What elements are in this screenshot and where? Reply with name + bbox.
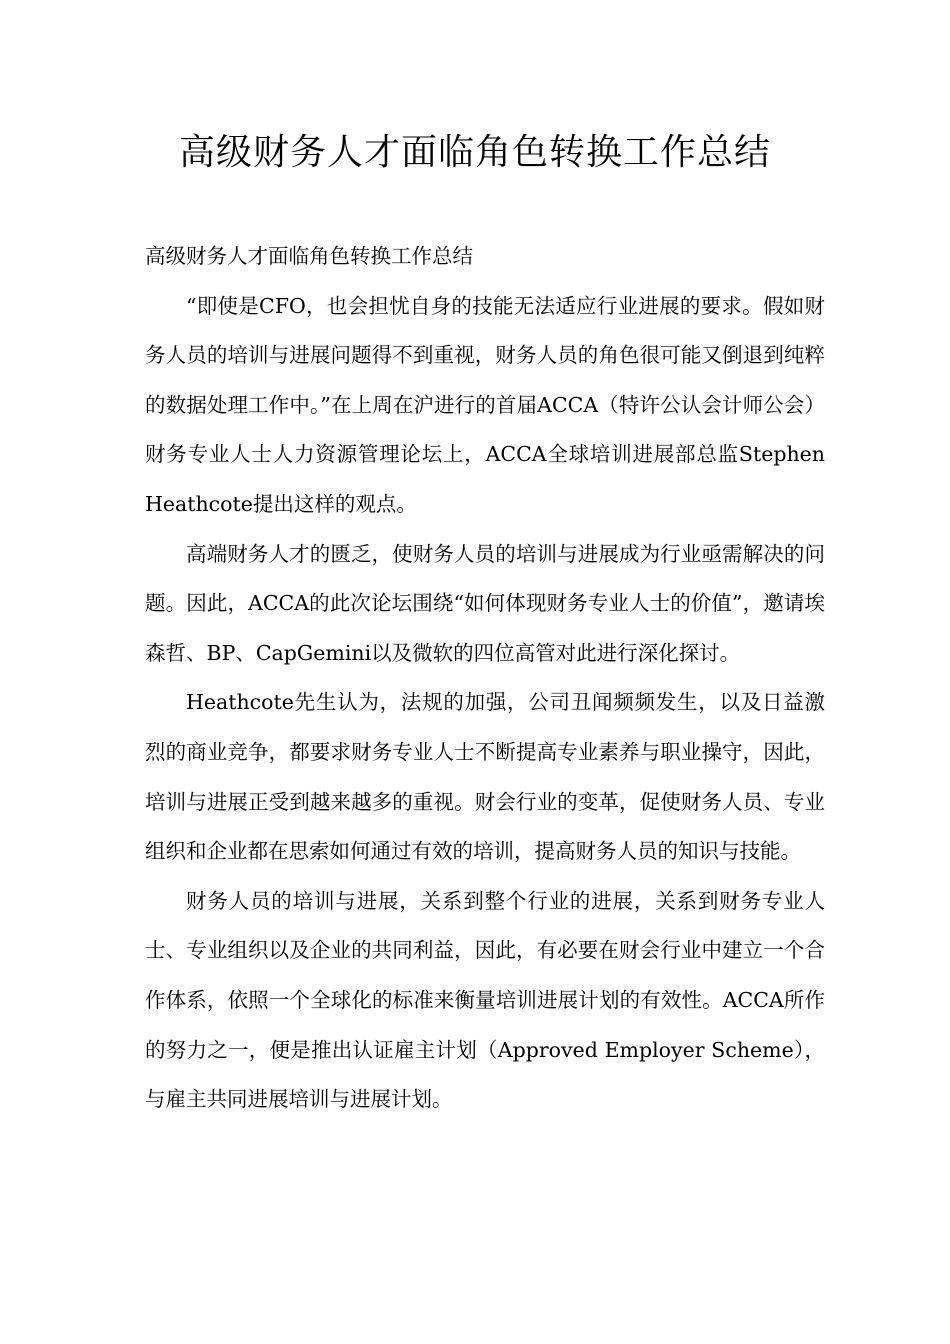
- document-title: 高级财务人才面临角色转换工作总结: [178, 132, 771, 173]
- paragraph: Heathcote先生认为，法规的加强，公司丑闻频频发生，以及日益激烈的商业竞争，都要求财务专业人士不断提高专业素养与职业操守，因此，培训与进展正受到越来越多的重视。财会行业的变革，促使财务人员、专业组织和企业都在思索如何通过有效的培训，提高财务人员的知识与技能。: [145, 690, 825, 864]
- paragraph: 财务人员的培训与进展，关系到整个行业的进展，关系到财务专业人士、专业组织以及企业的共同利益，因此，有必要在财会行业中建立一个合作体系，依照一个全球化的标准来衡量培训进展计划的有效性。ACCA所作的努力之一，便是推出认证雇主计划（Approved Employer Scheme），与雇主共同进展培训与进展计划。: [145, 888, 825, 1112]
- paragraph: “即使是CFO，也会担忧自身的技能无法适应行业进展的要求。假如财务人员的培训与进展问题得不到重视，财务人员的角色很可能又倒退到纯粹的数据处理工作中。”在上周在沪进行的首届ACCA（特许公认会计师公会）财务专业人士人力资源管理论坛上，ACCA全球培训进展部总监Stephen Heathcote提出这样的观点。: [145, 293, 825, 516]
- document-body: [145, 232, 825, 1125]
- paragraph: 高端财务人才的匮乏，使财务人员的培训与进展成为行业亟需解决的问题。因此，ACCA的此次论坛围绕“如何体现财务专业人士的价值”，邀请埃森哲、BP、CapGemini以及微软的四位高管对此进行深化探讨。: [145, 541, 825, 665]
- document-subtitle: 高级财务人才面临角色转换工作总结: [145, 244, 473, 268]
